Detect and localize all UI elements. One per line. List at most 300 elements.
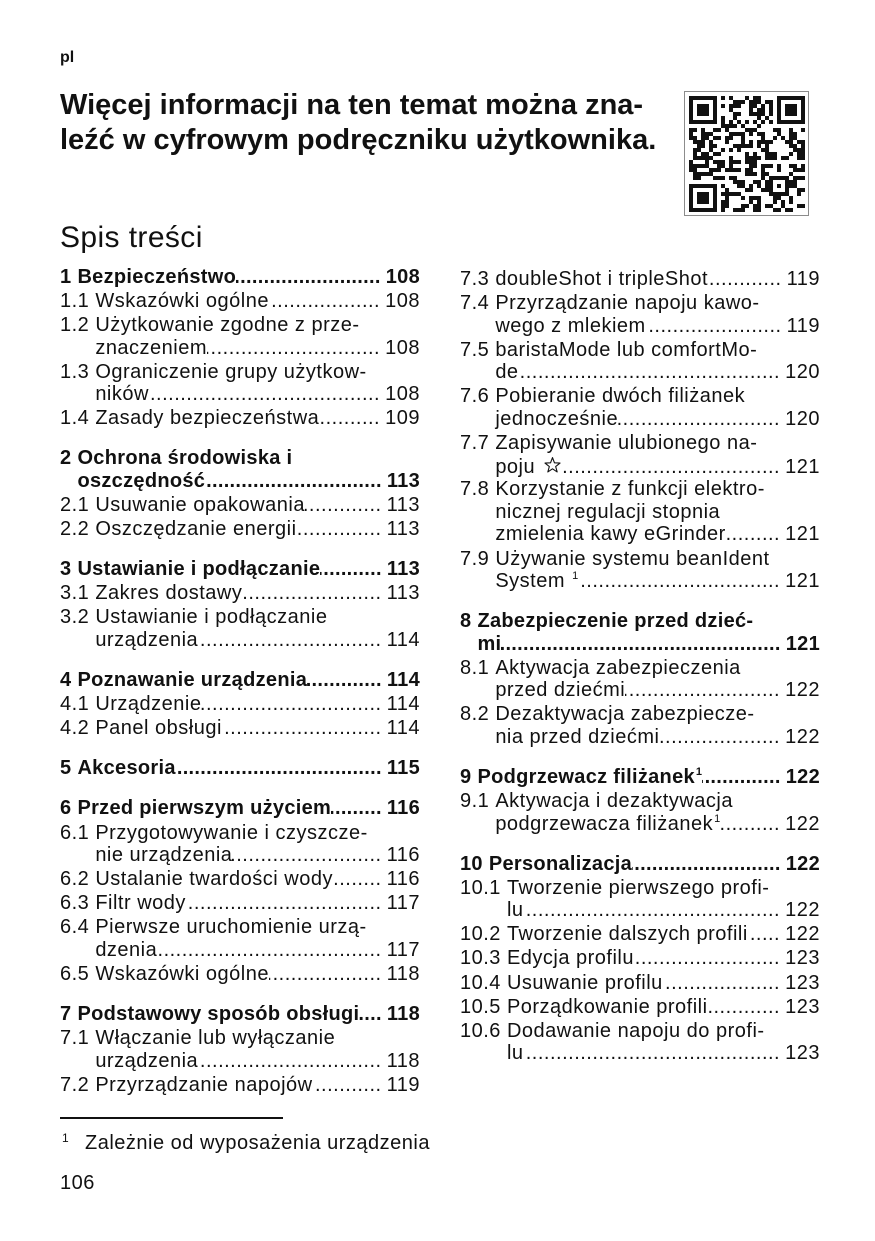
entry-number: 3 [60, 558, 72, 581]
entry-page-number: 121 [785, 456, 820, 479]
entry-page-number: 119 [786, 314, 820, 337]
entry-title-line [495, 432, 820, 455]
entry-title-line [95, 407, 420, 430]
entry-title-line [77, 797, 420, 820]
entry-number: 7.3 [460, 268, 490, 290]
entry-title-text: Pierwsze uruchomienie urzą- [95, 916, 367, 939]
entry-title-text: Ochrona środowiska i [77, 447, 293, 470]
entry-title-line [95, 337, 420, 360]
entry-title-line [495, 385, 820, 408]
entry-page-number: 114 [386, 628, 420, 651]
entry-title [495, 292, 820, 337]
toc-chapter-entry [60, 797, 420, 820]
entry-title [495, 790, 820, 835]
entry-title-text: Tworzenie pierwszego profi- [506, 876, 770, 899]
entry-title [495, 548, 820, 593]
entry-title [95, 916, 420, 961]
entry-title-text: Podgrzewacz filiżanek [477, 765, 695, 788]
entry-number: 6.1 [60, 821, 90, 844]
entry-number: 3.1 [60, 582, 90, 605]
entry-title-text: Porządkowanie profili [506, 995, 708, 1018]
entry-title-line [495, 268, 820, 291]
entry-title-line [477, 633, 820, 656]
entry-title-line [507, 923, 820, 946]
toc-section-entry [460, 877, 820, 922]
entry-title-text: Włączanie lub wyłączanie [95, 1027, 336, 1050]
entry-title [77, 447, 420, 492]
toc-chapter-entry [60, 669, 420, 692]
entry-title-line [495, 726, 820, 749]
entry-page-number: 114 [386, 669, 420, 692]
entry-title-text: Ustalanie twardości wody [95, 868, 333, 891]
entry-title-line [95, 822, 420, 845]
entry-number: 10 [460, 852, 483, 875]
toc-section-entry [460, 292, 820, 337]
entry-title-line [77, 470, 420, 493]
entry-title [507, 1020, 820, 1065]
toc-section-entry [460, 947, 820, 970]
entry-title-line [495, 657, 820, 680]
entry-title-text: Użytkowanie zgodne z prze- [95, 314, 360, 337]
entry-title-line [77, 558, 420, 581]
qr-code-icon [689, 96, 805, 212]
entry-page-number: 116 [386, 868, 420, 891]
entry-title-line [489, 853, 820, 876]
entry-number: 7.1 [60, 1027, 90, 1050]
entry-page-number: 117 [386, 938, 420, 961]
entry-title [507, 972, 820, 995]
entry-number: 7.9 [460, 547, 490, 570]
toc-section-entry [60, 314, 420, 359]
entry-title-line [95, 892, 420, 915]
entry-title-text: Aktywacja i dezaktywacja [495, 790, 733, 813]
toc-chapter-entry [460, 853, 820, 876]
dot-leader [313, 1074, 382, 1097]
entry-title-text: Przyrządzanie napojów [95, 1073, 313, 1096]
entry-page-number: 108 [385, 290, 420, 313]
entry-title-line [95, 939, 420, 962]
entry-title [489, 853, 820, 876]
footnote-text: Zależnie od wyposażenia urządzenia [85, 1132, 430, 1154]
entry-title-line [77, 447, 420, 470]
entry-title-line [95, 383, 420, 406]
dot-leader [236, 266, 381, 289]
entry-title-text: zmielenia kawy eGrinder [495, 523, 726, 546]
footnote-reference: 1 [572, 570, 579, 583]
entry-title-text: Zabezpieczenie przed dzieć- [477, 610, 754, 633]
dot-leader [708, 268, 782, 291]
entry-title-text: lu [506, 1042, 524, 1065]
entry-title-line [495, 703, 820, 726]
entry-title [95, 518, 420, 541]
entry-title-text: Używanie systemu beanIdent [495, 547, 770, 570]
toc-column-left [60, 266, 420, 1096]
entry-title-text: urządzenia [95, 1049, 199, 1072]
toc-section-entry [60, 361, 420, 406]
star-icon [543, 456, 562, 475]
entry-title-line [77, 757, 420, 780]
entry-number: 1.4 [60, 407, 90, 430]
entry-title [77, 558, 420, 581]
entry-page-number: 119 [786, 268, 820, 290]
toc-section-entry [460, 996, 820, 1019]
entry-title-line [495, 548, 820, 571]
entry-title-line [495, 813, 820, 836]
dot-leader [319, 407, 380, 430]
entry-number: 6.5 [60, 962, 90, 985]
entry-number: 4.2 [60, 717, 90, 740]
entry-title-line [507, 972, 820, 995]
dot-leader [646, 315, 782, 338]
entry-title-text: Pobieranie dwóch filiżanek [495, 385, 746, 408]
entry-title-text: Filtr wody [95, 892, 186, 915]
toc-section-entry [460, 790, 820, 835]
entry-title-text: Ustawianie i podłączanie [95, 606, 328, 629]
notice-line: leźć w cyfrowym podręczniku użytkownika. [60, 124, 657, 156]
entry-title-line [77, 1003, 420, 1026]
toc-heading: Spis treści [60, 221, 203, 254]
language-code: pl [60, 49, 75, 66]
entry-title [95, 693, 420, 716]
dot-leader [359, 1003, 381, 1026]
toc-section-entry [60, 582, 420, 605]
dot-leader [242, 582, 381, 605]
entry-page-number: 120 [785, 361, 820, 384]
toc-section-entry [460, 1020, 820, 1065]
notice-line: Więcej informacji na ten temat można zna- [60, 89, 644, 121]
entry-title [77, 669, 420, 692]
entry-title-line [95, 629, 420, 652]
entry-number: 7.7 [460, 431, 490, 454]
dot-leader [708, 996, 781, 1019]
toc-chapter-entry [60, 757, 420, 780]
entry-page-number: 123 [785, 1042, 820, 1065]
entry-title-line [95, 582, 420, 605]
entry-title [95, 892, 420, 915]
entry-page-number: 113 [386, 518, 420, 541]
entry-title [95, 963, 420, 986]
entry-title-line [95, 868, 420, 891]
dot-leader [232, 844, 381, 867]
entry-title-line [95, 844, 420, 867]
entry-page-number: 116 [386, 797, 420, 820]
entry-title [95, 407, 420, 430]
entry-number: 10.1 [460, 876, 501, 899]
entry-page-number: 117 [386, 892, 420, 915]
entry-title-line [95, 290, 420, 313]
footnote-reference: 1 [695, 765, 703, 778]
entry-title-line [495, 570, 820, 593]
entry-title-line [495, 501, 820, 524]
entry-title-text: Zasady bezpieczeństwa [95, 407, 320, 430]
entry-number: 6 [60, 797, 72, 820]
entry-title-line [495, 292, 820, 315]
entry-title-text: Bezpieczeństwo [77, 266, 237, 288]
entry-title-line [507, 877, 820, 900]
dot-leader [578, 570, 780, 593]
entry-title-text: Korzystanie z funkcji elektro- [495, 478, 765, 501]
toc-section-entry [60, 494, 420, 517]
entry-title-line [495, 454, 820, 477]
entry-page-number: 121 [785, 570, 820, 593]
dot-leader [702, 766, 781, 789]
entry-title-text: Panel obsługi [95, 717, 222, 740]
toc-section-entry [460, 972, 820, 995]
dot-leader [320, 558, 382, 581]
dot-leader [618, 408, 780, 431]
entry-title [495, 478, 820, 546]
dot-leader [305, 494, 382, 517]
entry-page-number: 121 [785, 632, 820, 655]
entry-page-number: 122 [785, 923, 820, 946]
entry-number: 7.4 [460, 292, 490, 315]
dot-leader [201, 693, 381, 716]
entry-number: 6.2 [60, 868, 90, 891]
entry-number: 5 [60, 757, 72, 780]
toc-section-entry [460, 548, 820, 593]
toc-section-entry [460, 657, 820, 702]
entry-title [95, 606, 420, 651]
footnote-mark: 1 [62, 1131, 69, 1145]
entry-page-number: 120 [785, 407, 820, 430]
entry-number: 2 [60, 447, 72, 470]
entry-number: 1.1 [60, 290, 90, 313]
entry-title [507, 947, 820, 970]
entry-title-text: urządzenia [95, 628, 199, 651]
entry-number: 10.3 [460, 947, 501, 970]
page-number: 106 [60, 1172, 95, 1194]
toc-section-entry [60, 868, 420, 891]
dot-leader [186, 892, 382, 915]
entry-title-text: Przyrządzanie napoju kawo- [495, 292, 760, 315]
entry-title-line [507, 1042, 820, 1065]
entry-title-text: Wskazówki ogólne [95, 290, 269, 313]
toc-chapter-entry [60, 447, 420, 492]
entry-title-text: nia przed dziećmi [495, 725, 660, 748]
entry-title-text: podgrzewacza filiżanek [495, 812, 714, 835]
entry-number: 8 [460, 610, 472, 633]
entry-title-text: mi [477, 632, 502, 655]
toc-section-entry [60, 892, 420, 915]
entry-page-number: 116 [386, 844, 420, 866]
toc-section-entry [460, 478, 820, 546]
dot-leader [207, 337, 380, 360]
entry-title-line [95, 916, 420, 939]
entry-title-line [95, 963, 420, 986]
dot-leader [632, 853, 781, 876]
entry-title-line [95, 1050, 420, 1073]
entry-title-line [477, 766, 820, 789]
toc-chapter-entry [60, 1003, 420, 1026]
entry-title-line [95, 717, 420, 740]
entry-title-text: Ustawianie i podłączanie [77, 558, 321, 581]
entry-title-text: Usuwanie profilu [506, 971, 663, 994]
entry-page-number: 119 [386, 1073, 420, 1096]
entry-title-text: lu [506, 899, 524, 922]
entry-title-text: Dezaktywacja zabezpiecze- [495, 703, 755, 726]
entry-title [95, 361, 420, 406]
dot-leader [198, 629, 381, 652]
entry-page-number: 122 [785, 765, 820, 788]
entry-number: 7.8 [460, 478, 490, 501]
entry-number: 7 [60, 1002, 72, 1025]
entry-title [77, 1003, 420, 1026]
entry-title [477, 610, 820, 655]
entry-title-text: Ograniczenie grupy użytkow- [95, 360, 367, 383]
entry-page-number: 114 [386, 693, 420, 716]
entry-number: 2.2 [60, 518, 90, 541]
entry-title [95, 314, 420, 359]
entry-title [507, 877, 820, 922]
entry-page-number: 108 [385, 266, 420, 288]
toc-section-entry [460, 385, 820, 430]
toc-section-entry [60, 290, 420, 313]
entry-title [95, 290, 420, 313]
entry-title-line [495, 523, 820, 546]
entry-title-line [495, 478, 820, 501]
entry-page-number: 109 [385, 407, 420, 430]
entry-title [95, 1074, 420, 1097]
entry-title-text: wego z mlekiem [495, 314, 646, 337]
entry-title-text: Przygotowywanie i czyszcze- [95, 821, 368, 844]
entry-title-text: Edycja profilu [506, 947, 634, 970]
entry-title-text: Usuwanie opakowania [95, 494, 305, 517]
dot-leader [720, 813, 780, 836]
toc-section-entry [60, 1074, 420, 1097]
entry-title-text: Przed pierwszym użyciem [77, 797, 332, 820]
entry-number: 1.2 [60, 314, 90, 337]
entry-title [507, 996, 820, 1019]
dot-leader [176, 757, 382, 780]
entry-title [95, 494, 420, 517]
qr-code [684, 91, 809, 216]
entry-title [77, 757, 420, 780]
dot-leader [625, 679, 780, 702]
dot-leader [331, 797, 382, 820]
toc-section-entry [460, 923, 820, 946]
toc-section-entry [460, 268, 820, 291]
entry-number: 9.1 [460, 790, 490, 813]
entry-title-line [495, 361, 820, 384]
entry-page-number: 114 [386, 717, 420, 740]
dot-leader [524, 899, 781, 922]
footnote-divider [60, 1117, 283, 1119]
entry-number: 6.3 [60, 892, 90, 915]
entry-number: 10.6 [460, 1019, 501, 1042]
toc-section-entry [60, 822, 420, 867]
entry-number: 8.1 [460, 656, 490, 679]
entry-title-text: Poznawanie urządzenia [77, 669, 308, 692]
entry-title-text: przed dziećmi [495, 679, 626, 702]
footnote-reference: 1 [714, 812, 721, 825]
dot-leader [659, 726, 780, 749]
entry-title [95, 717, 420, 740]
dot-leader [269, 290, 380, 313]
dot-leader [748, 923, 780, 946]
toc-section-entry [60, 407, 420, 430]
dot-leader [157, 939, 381, 962]
entry-title-text: Tworzenie dalszych profili [506, 923, 748, 946]
entry-title [77, 797, 420, 820]
entry-page-number: 113 [386, 582, 420, 605]
entry-page-number: 113 [386, 558, 420, 581]
entry-number: 10.2 [460, 923, 501, 946]
dot-leader [205, 470, 382, 493]
entry-number: 3.2 [60, 606, 90, 629]
entry-title-line [95, 494, 420, 517]
entry-page-number: 121 [785, 523, 820, 546]
entry-title [507, 923, 820, 946]
entry-title-text: poju [495, 456, 536, 479]
entry-title-text: Podstawowy sposób obsługi [77, 1002, 360, 1025]
entry-title [77, 266, 420, 289]
dot-leader [634, 947, 780, 970]
toc-column-right [460, 268, 820, 1065]
entry-title-line [507, 947, 820, 970]
entry-title-line [507, 996, 820, 1019]
entry-number: 10.4 [460, 971, 501, 994]
entry-page-number: 113 [386, 469, 420, 492]
toc-chapter-entry [60, 266, 420, 289]
entry-title-text: Urządzenie [95, 693, 202, 716]
digital-manual-notice [60, 88, 672, 158]
entry-title-text: doubleShot i tripleShot [495, 268, 709, 290]
entry-title-text: dzenia [95, 938, 158, 961]
dot-leader [333, 868, 382, 891]
entry-number: 7.6 [460, 385, 490, 408]
toc-section-entry [60, 717, 420, 740]
entry-page-number: 122 [785, 899, 820, 922]
entry-number: 2.1 [60, 494, 90, 517]
toc-section-entry [460, 432, 820, 477]
toc-section-entry [60, 916, 420, 961]
entry-title [477, 766, 820, 789]
entry-title-text: System [495, 570, 572, 593]
dot-leader [307, 669, 382, 692]
entry-title-line [95, 693, 420, 716]
entry-number: 10.5 [460, 995, 501, 1018]
entry-title-text: de [495, 361, 519, 384]
toc-chapter-entry [460, 766, 820, 789]
entry-title-line [477, 610, 820, 633]
entry-title [495, 339, 820, 384]
dot-leader [562, 456, 780, 479]
entry-title [495, 703, 820, 748]
entry-page-number: 118 [386, 962, 420, 985]
entry-page-number: 115 [386, 757, 420, 780]
entry-title [95, 868, 420, 891]
entry-title-line [495, 408, 820, 431]
entry-number: 6.4 [60, 916, 90, 939]
entry-page-number: 122 [785, 852, 820, 875]
entry-title-line [77, 669, 420, 692]
dot-leader [519, 361, 781, 384]
entry-title-line [95, 1027, 420, 1050]
toc-section-entry [60, 693, 420, 716]
entry-number: 1 [60, 266, 72, 288]
toc-section-entry [60, 1027, 420, 1072]
dot-leader [269, 963, 382, 986]
entry-page-number: 122 [785, 725, 820, 748]
entry-page-number: 123 [785, 995, 820, 1018]
entry-title-line [507, 1020, 820, 1043]
entry-page-number: 123 [785, 971, 820, 994]
entry-title [495, 657, 820, 702]
entry-title-text: Aktywacja zabezpieczenia [495, 656, 741, 679]
entry-title-line [495, 339, 820, 362]
entry-title-text: ników [95, 383, 149, 406]
entry-number: 9 [460, 765, 472, 788]
